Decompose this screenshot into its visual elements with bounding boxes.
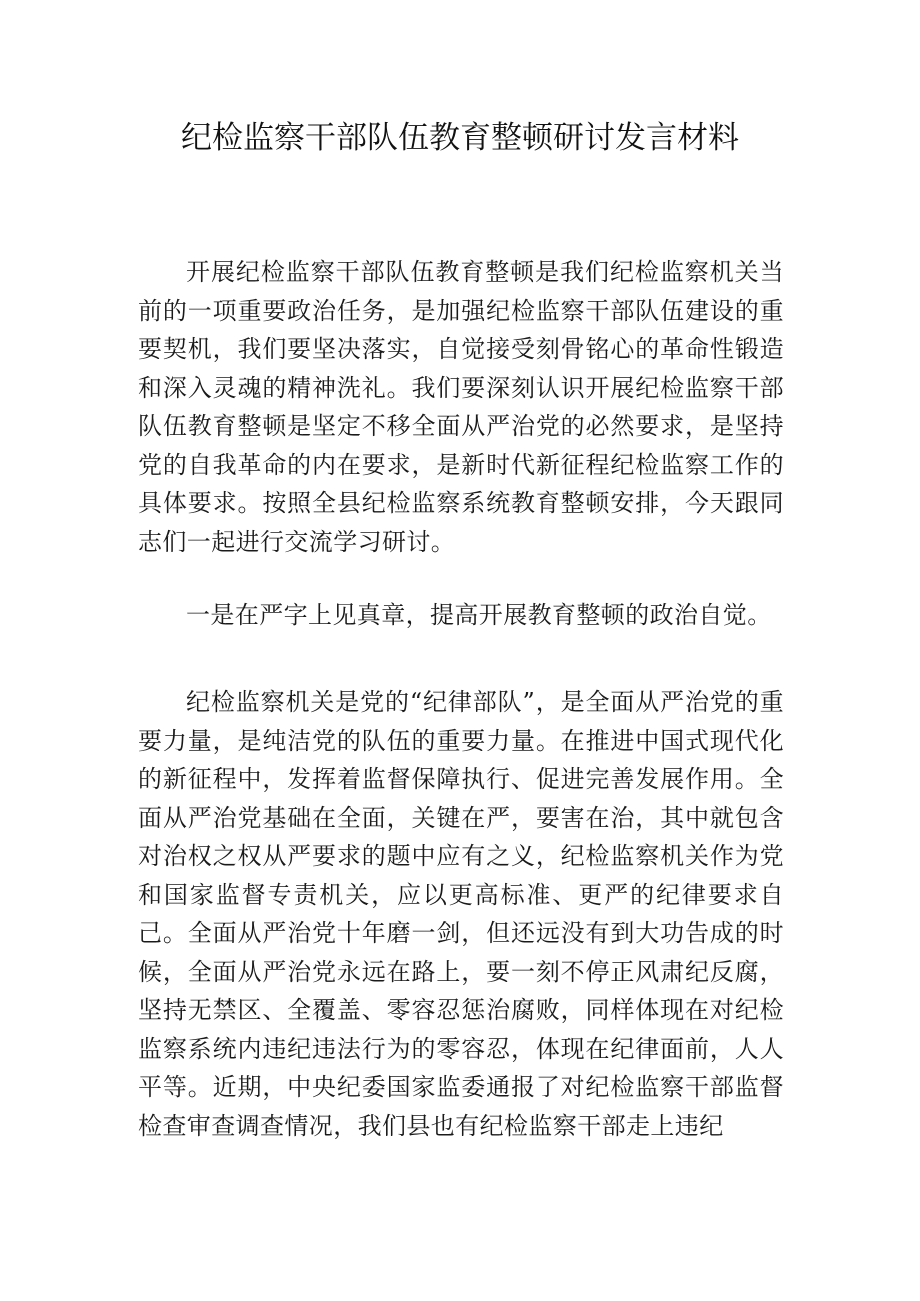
paragraph-body-one: 纪检监察机关是党的“纪律部队”，是全面从严治党的重要力量，是纯洁党的队伍的重要力量。在推进中国式现代化的新征程中，发挥着监督保障执行、促进完善发展作用。全面从严治党基础在全面，关键在严，要害在治，其中就包含对治权之权从严要求的题中应有之义，纪检监察机关作为党和国家监督专责机关，应以更高标准、更严的纪律要求自己。全面从严治党十年磨一剑，但还远没有到大功告成的时候，全面从严治党永远在路上，要一刻不停正风肃纪反腐，坚持无禁区、全覆盖、零容忍惩治腐败，同样体现在对纪检监察系统内违纪违法行为的零容忍，体现在纪律面前，人人平等。近期，中央纪委国家监委通报了对纪检监察干部监督检查审查调查情况，我们县也有纪检监察干部走上违纪 (138, 688, 784, 1140)
paragraph-intro: 开展纪检监察干部队伍教育整顿是我们纪检监察机关当前的一项重要政治任务，是加强纪检监察干部队伍建设的重要契机，我们要坚决落实，自觉接受刻骨铭心的革命性锻造和深入灵魂的精神洗礼。我们要深刻认识开展纪检监察干部队伍教育整顿是坚定不移全面从严治党的必然要求，是坚持党的自我革命的内在要求，是新时代新征程纪检监察工作的具体要求。按照全县纪检监察系统教育整顿安排，今天跟同志们一起进行交流学习研讨。 (138, 258, 784, 556)
paragraph-heading-one: 一是在严字上见真章，提高开展教育整顿的政治自觉。 (186, 601, 772, 629)
document-title: 纪检监察干部队伍教育整顿研讨发言材料 (181, 120, 739, 156)
